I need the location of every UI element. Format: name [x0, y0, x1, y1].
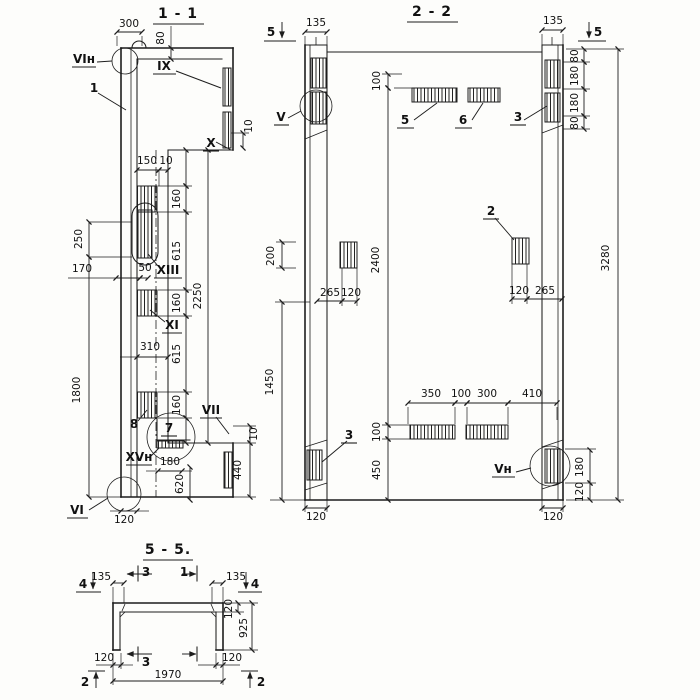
section-2-2-node-labels: [274, 110, 526, 477]
section-1-1: [67, 6, 260, 526]
plate-left-col-top-1: [311, 58, 326, 88]
bar-mark-1-top: 1: [179, 565, 189, 579]
item-label-3-bottom: 3: [344, 428, 354, 442]
section-5-5-title-text: 5 - 5.: [144, 542, 192, 558]
dim-10-inner: 10: [159, 155, 173, 167]
dim-135-right-55: 135: [225, 571, 247, 583]
plate-left-col-bottom: [307, 450, 322, 480]
node-label-xi: XI: [165, 318, 179, 332]
dim-170: 170: [71, 263, 93, 275]
dim-300: 300: [476, 388, 498, 400]
plate-vii: [224, 452, 232, 488]
plate-right-col-top-1: [545, 60, 560, 88]
plate-right-col-bottom: [545, 449, 560, 483]
node-label-ix: IX: [157, 59, 171, 73]
dim-160-b: 160: [171, 292, 183, 314]
dim-160-c: 160: [171, 394, 183, 416]
cut-marker-2-left: 2: [80, 675, 90, 689]
dim-180-top1: 180: [569, 65, 581, 87]
dim-120-bottom: 120: [113, 514, 135, 526]
dim-2400: 2400: [370, 246, 382, 274]
node-label-xiii: XIII: [156, 263, 180, 277]
cut-marker-5-left: 5: [266, 25, 276, 39]
item-label-8: 8: [129, 417, 139, 431]
dim-80: 80: [155, 31, 167, 45]
plate-mid-left: [340, 242, 357, 268]
cut-marker-2-right: 2: [256, 675, 266, 689]
item-label-3-right: 3: [513, 110, 523, 124]
node-circle-vin: [112, 48, 138, 74]
dim-150: 150: [136, 155, 158, 167]
section-5-5-title: [143, 542, 193, 560]
plate-right-col-top-2: [545, 93, 560, 122]
dim-120-bottom-right-v: 120: [574, 481, 586, 503]
dim-3280: 3280: [600, 244, 612, 272]
dim-265-right: 265: [534, 285, 556, 297]
dim-250: 250: [73, 228, 85, 250]
dim-80-top: 80: [569, 49, 581, 63]
dim-120-bottom-right-55: 120: [221, 652, 243, 664]
plate-5: [412, 88, 457, 102]
dim-120-bottom-left-55: 120: [93, 652, 115, 664]
section-2-2-title-text: 2 - 2: [411, 4, 453, 20]
dim-1970: 1970: [154, 669, 182, 681]
plate-bottom-b: [466, 425, 508, 439]
section-5-5: [76, 542, 265, 689]
plate-inner-3: [137, 392, 157, 418]
dim-50: 50: [138, 262, 152, 274]
bar-mark-3-bottom: 3: [141, 655, 151, 669]
dim-100-top: 100: [371, 70, 383, 92]
plate-inner-1: [137, 186, 157, 212]
item-label-2: 2: [486, 204, 496, 218]
item-label-1: 1: [89, 81, 99, 95]
dim-1450: 1450: [264, 368, 276, 396]
node-circle-vi: [107, 477, 141, 511]
cut-marker-5-right: 5: [593, 25, 603, 39]
plate-ix-lower: [223, 112, 231, 148]
item-label-6: 6: [458, 113, 468, 127]
dim-615-b: 615: [171, 343, 183, 365]
dim-120-right-col: 120: [542, 511, 564, 523]
dim-310: 310: [139, 341, 161, 353]
dim-10-top: 10: [243, 119, 255, 133]
node-label-xvn: XVн: [125, 450, 153, 464]
plate-bottom-a: [410, 425, 455, 439]
section-5-5-dim-texts: [91, 571, 250, 681]
node-label-vi: VI: [70, 503, 84, 517]
dim-925: 925: [238, 617, 250, 639]
plate-left-col-top-2: [311, 92, 326, 124]
dim-350: 350: [420, 388, 442, 400]
plate-detail-7: [157, 441, 183, 448]
item-label-5: 5: [400, 113, 410, 127]
dim-135-left-55: 135: [90, 571, 112, 583]
dim-615-a: 615: [171, 240, 183, 262]
dim-1800: 1800: [71, 376, 83, 404]
plate-inner-2: [137, 290, 157, 316]
dim-10-vii: 10: [248, 427, 260, 441]
dim-300: 300: [118, 18, 140, 30]
dim-135-right: 135: [542, 15, 564, 27]
section-1-1-title-text: 1 - 1: [157, 6, 199, 22]
dim-160-a: 160: [171, 188, 183, 210]
dim-80-top2: 80: [569, 116, 581, 130]
plate-ix-upper: [223, 68, 231, 106]
node-label-vii: VII: [201, 403, 221, 417]
section-5-5-outline: [113, 603, 223, 650]
node-label-vin: VIн: [72, 52, 96, 66]
dim-620: 620: [174, 473, 186, 495]
node-label-vn: Vн: [494, 462, 512, 476]
dim-180-top2: 180: [569, 92, 581, 114]
plate-2: [512, 238, 529, 264]
dim-410: 410: [521, 388, 543, 400]
dim-200: 200: [265, 245, 277, 267]
dim-2250: 2250: [192, 282, 204, 310]
node-label-x: X: [206, 136, 216, 150]
bar-mark-3-top: 3: [141, 565, 151, 579]
dim-100-bottom: 100: [371, 421, 383, 443]
dim-450: 450: [371, 459, 383, 481]
plate-6: [468, 88, 500, 102]
cut-marker-4-left: 4: [78, 577, 88, 591]
dim-440: 440: [232, 459, 244, 481]
detail-label-7: 7: [164, 421, 174, 435]
dim-180: 180: [159, 456, 181, 468]
section-1-1-title: [153, 6, 204, 24]
dim-265-left: 265: [319, 287, 341, 299]
section-2-2: [264, 4, 624, 523]
dim-120-flange: 120: [223, 598, 235, 620]
plate-in-slot: [138, 210, 152, 258]
dim-120-left-col: 120: [305, 511, 327, 523]
dim-120-left: 120: [340, 287, 362, 299]
dim-135-left: 135: [305, 17, 327, 29]
cut-marker-4-right: 4: [250, 577, 260, 591]
dim-100-mid: 100: [450, 388, 472, 400]
section-2-2-title: [407, 4, 458, 22]
node-label-v: V: [276, 110, 286, 124]
dim-120-right: 120: [508, 285, 530, 297]
dim-180-bottom-right: 180: [574, 456, 586, 478]
